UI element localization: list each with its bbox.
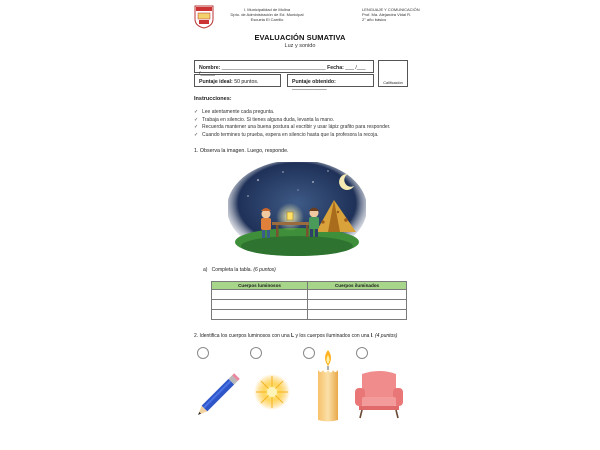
check-icon: ✓ bbox=[194, 116, 199, 123]
header-institution bbox=[222, 7, 312, 22]
table-row bbox=[212, 300, 407, 310]
armchair-icon bbox=[352, 370, 406, 420]
puntaje-obtenido-label: Puntaje obtenido: bbox=[292, 78, 336, 85]
column-header-iluminados: Cuerpos iluminados bbox=[308, 282, 407, 290]
puntaje-ideal-label: Puntaje ideal: bbox=[199, 78, 233, 85]
table-row bbox=[212, 290, 407, 300]
question-2-text: . bbox=[372, 333, 374, 339]
question-2-points: (4 puntos) bbox=[374, 333, 398, 339]
answer-circle-pencil[interactable] bbox=[197, 347, 209, 359]
instruction-item: ✓ Lee atentamente cada pregunta. bbox=[194, 109, 275, 115]
question-1a bbox=[203, 267, 276, 273]
sun-icon bbox=[252, 372, 292, 412]
answer-circle-armchair[interactable] bbox=[356, 347, 368, 359]
column-header-luminosos: Cuerpos luminosos bbox=[212, 282, 308, 290]
fecha-line: ___ /___ /_____ bbox=[199, 64, 366, 77]
header-right-line: 2° año básico bbox=[362, 17, 387, 22]
question-2-text: y los cuerpos iluminados con una bbox=[294, 333, 371, 339]
nombre-label: Nombre: bbox=[199, 64, 221, 71]
letter-i: I bbox=[370, 333, 373, 339]
letter-l: L bbox=[291, 333, 295, 339]
candle-icon bbox=[313, 348, 343, 424]
instruction-item: ✓ Recuerda mantener una buena postura al escribir y usar lápiz grafito para responder. bbox=[194, 124, 391, 131]
nombre-line: ____________________________________ bbox=[221, 64, 326, 71]
table-cell[interactable] bbox=[308, 310, 407, 320]
table-cell[interactable] bbox=[308, 290, 407, 300]
puntaje-obtenido-line: ____________ bbox=[292, 84, 327, 91]
page-title: EVALUACIÓN SUMATIVA bbox=[254, 33, 346, 42]
header-left-line: I. Municipalidad de Molina bbox=[243, 7, 291, 12]
puntaje-ideal-value: 50 puntos. bbox=[234, 78, 259, 85]
table-cell[interactable] bbox=[212, 300, 308, 310]
table-cell[interactable] bbox=[212, 290, 308, 300]
school-logo-icon bbox=[194, 5, 214, 29]
table-header-row bbox=[212, 282, 407, 290]
calificacion-label: Calificación bbox=[383, 81, 403, 85]
instruction-item: ✓ Trabaja en silencio. Si tienes alguna duda, levanta la mano. bbox=[194, 116, 335, 123]
header-subject bbox=[362, 7, 442, 22]
check-icon: ✓ bbox=[194, 124, 199, 131]
table-row bbox=[212, 310, 407, 320]
check-icon: ✓ bbox=[194, 109, 199, 115]
instruction-item: ✓ Cuando termines tu prueba, espera en silencio hasta que la profesora la recoja. bbox=[194, 131, 379, 138]
question-1: 1. Observa la imagen. Luego, responde. bbox=[194, 148, 289, 154]
answer-circle-sun[interactable] bbox=[250, 347, 262, 359]
header-right-line: LENGUAJE Y COMUNICACIÓN bbox=[362, 7, 420, 12]
calificacion-box[interactable] bbox=[378, 60, 408, 87]
fecha-label: Fecha: bbox=[327, 64, 344, 71]
puntaje-ideal-box bbox=[194, 74, 281, 87]
instructions-title: Instrucciones: bbox=[194, 96, 232, 102]
name-date-field[interactable] bbox=[194, 60, 374, 77]
header-left-line: Escuela El Carrillo bbox=[250, 17, 284, 22]
camping-night-illustration bbox=[228, 162, 366, 258]
puntaje-obtenido-box[interactable] bbox=[287, 74, 374, 91]
question-1a-points: (6 puntos) bbox=[253, 267, 276, 273]
answer-table bbox=[211, 281, 407, 320]
question-2-text: 2. Identifica los cuerpos luminosos con una bbox=[194, 333, 291, 339]
instructions-list bbox=[194, 109, 390, 139]
question-1a-text: Completa la tabla. bbox=[211, 267, 252, 273]
pencil-icon bbox=[194, 366, 246, 420]
page-subtitle: Luz y sonido bbox=[284, 43, 316, 49]
question-2 bbox=[194, 333, 397, 339]
question-1a-prefix: a) bbox=[203, 267, 208, 273]
header-left-line: Dpto. de Administración de Ed. Municipal bbox=[230, 12, 304, 17]
check-icon: ✓ bbox=[194, 131, 199, 138]
table-cell[interactable] bbox=[212, 310, 308, 320]
table-cell[interactable] bbox=[308, 300, 407, 310]
header-right-line: Prof. Ma. Alejandra Vidal R. bbox=[362, 12, 412, 17]
